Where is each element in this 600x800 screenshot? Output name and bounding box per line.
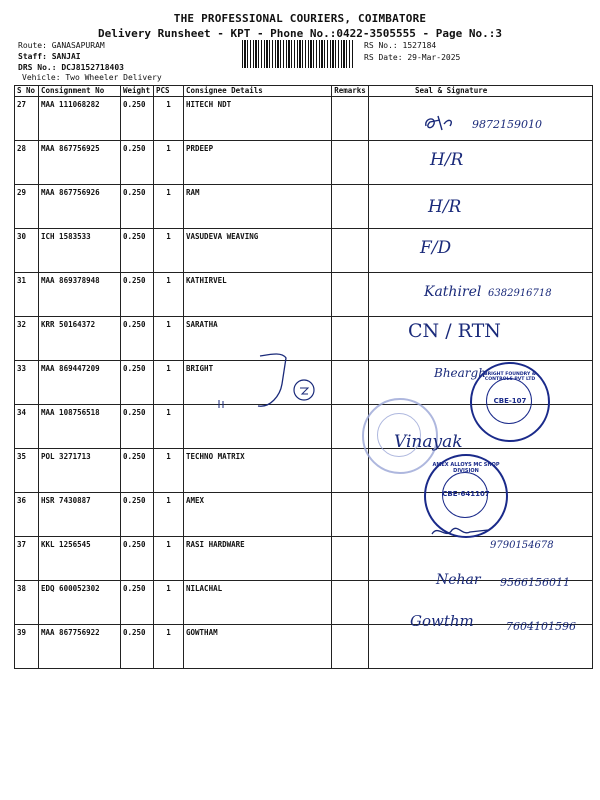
cell-sno: 32 [15,317,39,361]
cell-consignment: KRR 50164372 [39,317,121,361]
cell-consignee: AMEX [184,493,332,537]
amex-stamp-code: CBE-641107 [442,490,490,498]
cell-consignee: GOWTHAM [184,625,332,669]
cell-remarks [332,361,369,405]
pen-tick-34 [216,398,226,410]
signature-techno-matrix: Vinayak [394,432,463,452]
cell-consignee: SARATHA [184,317,332,361]
cell-consignee: BRIGHT [184,361,332,405]
cell-consignment: MAA 867756926 [39,185,121,229]
cell-sno: 30 [15,229,39,273]
cell-sno: 34 [15,405,39,449]
cell-weight: 0.250 [121,141,154,185]
cell-consignment: MAA 108756518 [39,405,121,449]
cell-signature [369,185,593,229]
note-hr-28: H/R [430,150,464,170]
cell-remarks [332,493,369,537]
cell-remarks [332,185,369,229]
company-title: THE PROFESSIONAL COURIERS, COIMBATORE [173,12,427,25]
signature-scribble-27 [422,112,462,134]
col-pcs: PCS [154,86,184,97]
cell-weight: 0.250 [121,97,154,141]
cell-remarks [332,449,369,493]
cell-pcs: 1 [154,537,184,581]
cell-pcs: 1 [154,229,184,273]
cell-weight: 0.250 [121,405,154,449]
cell-remarks [332,141,369,185]
cell-remarks [332,581,369,625]
bright-stamp-text: BRIGHT FOUNDRY & CONTROLS PVT LTD [484,372,536,382]
phone-handwriting-31: 6382916718 [488,288,552,299]
cell-weight: 0.250 [121,493,154,537]
cell-weight: 0.250 [121,581,154,625]
cell-consignment: MAA 869378948 [39,273,121,317]
cell-consignment: KKL 1256545 [39,537,121,581]
cell-pcs: 1 [154,449,184,493]
cell-signature [369,229,593,273]
cell-pcs: 1 [154,97,184,141]
cell-sno: 27 [15,97,39,141]
cell-consignment: POL 3271713 [39,449,121,493]
cell-sno: 28 [15,141,39,185]
vehicle-label: Vehicle: Two Wheeler Delivery [22,73,162,82]
cell-consignee: HITECH NDT [184,97,332,141]
cell-weight: 0.250 [121,273,154,317]
staff-label: Staff: SANJAI [18,52,81,61]
cell-pcs: 1 [154,273,184,317]
cell-consignment: HSR 7430887 [39,493,121,537]
cell-consignee: NILACHAL [184,581,332,625]
note-fd-30: F/D [420,238,452,258]
amex-stamp-text: AMEX ALLOYS MC SHOP DIVISION [432,462,500,474]
table-row [15,141,593,185]
col-seal-signature: Seal & Signature [369,86,593,97]
drs-number: DRS No.: DCJ8152718403 [18,63,124,72]
cell-consignee: RAM [184,185,332,229]
phone-handwriting-37: 9790154678 [490,540,554,551]
col-weight: Weight [121,86,154,97]
cell-pcs: 1 [154,361,184,405]
cell-pcs: 1 [154,317,184,361]
signature-nilachal: Nehar [436,572,481,588]
cell-consignee: RASI HARDWARE [184,537,332,581]
cell-pcs: 1 [154,185,184,229]
col-sno: S No [15,86,39,97]
pen-mark-34 [252,350,322,415]
signature-scribble-37 [428,522,498,542]
cell-signature [369,141,593,185]
cell-remarks [332,317,369,361]
cell-consignment: MAA 869447209 [39,361,121,405]
phone-handwriting-38: 9566156011 [500,576,570,589]
cell-sno: 29 [15,185,39,229]
cell-sno: 36 [15,493,39,537]
runsheet-subtitle: Delivery Runsheet - KPT - Phone No.:0422-3505555 - Page No.:3 [98,27,502,40]
cell-sno: 38 [15,581,39,625]
phone-handwriting-27: 9872159010 [472,118,542,131]
cell-consignee: TECHNO MATRIX [184,449,332,493]
rs-date: RS Date: 29-Mar-2025 [364,53,461,62]
col-consignment: Consignment No [39,86,121,97]
col-remarks: Remarks [332,86,369,97]
cell-pcs: 1 [154,625,184,669]
cell-remarks [332,229,369,273]
cell-consignee: PRDEEP [184,141,332,185]
cell-pcs: 1 [154,493,184,537]
cell-weight: 0.250 [121,185,154,229]
cell-weight: 0.250 [121,317,154,361]
cell-sno: 31 [15,273,39,317]
cell-consignee: KATHIRVEL [184,273,332,317]
rs-number: RS No.: 1527184 [364,41,437,50]
cell-consignment: ICH 1583533 [39,229,121,273]
cell-remarks [332,625,369,669]
cell-sno: 39 [15,625,39,669]
note-hr-29: H/R [428,197,462,217]
phone-handwriting-39: 7604101596 [506,620,576,633]
cell-consignee: VASUDEVA WEAVING [184,229,332,273]
note-cn-rtn: CN / RTN [408,320,501,342]
cell-consignment: MAA 867756925 [39,141,121,185]
cell-weight: 0.250 [121,537,154,581]
cell-pcs: 1 [154,405,184,449]
cell-pcs: 1 [154,581,184,625]
cell-weight: 0.250 [121,361,154,405]
cell-weight: 0.250 [121,449,154,493]
cell-weight: 0.250 [121,229,154,273]
cell-sno: 35 [15,449,39,493]
table-row [15,229,593,273]
cell-remarks [332,97,369,141]
cell-sno: 37 [15,537,39,581]
cell-pcs: 1 [154,141,184,185]
bright-company-stamp [470,362,550,442]
cell-consignment: MAA 867756922 [39,625,121,669]
cell-sno: 33 [15,361,39,405]
bright-stamp-code: CBE-107 [493,397,527,405]
table-header-row [15,86,593,97]
col-consignee: Consignee Details [184,86,332,97]
cell-consignment: EDQ 600052302 [39,581,121,625]
signature-kathirvel: Kathirel [424,284,482,300]
table-row [15,185,593,229]
signature-gowtham: Gowthm [410,612,474,630]
barcode [242,40,354,68]
cell-consignment: MAA 111068282 [39,97,121,141]
signature-bright: Bheargh [434,366,486,380]
cell-remarks [332,273,369,317]
route-label: Route: GANASAPURAM [18,41,105,50]
cell-weight: 0.250 [121,625,154,669]
cell-remarks [332,537,369,581]
